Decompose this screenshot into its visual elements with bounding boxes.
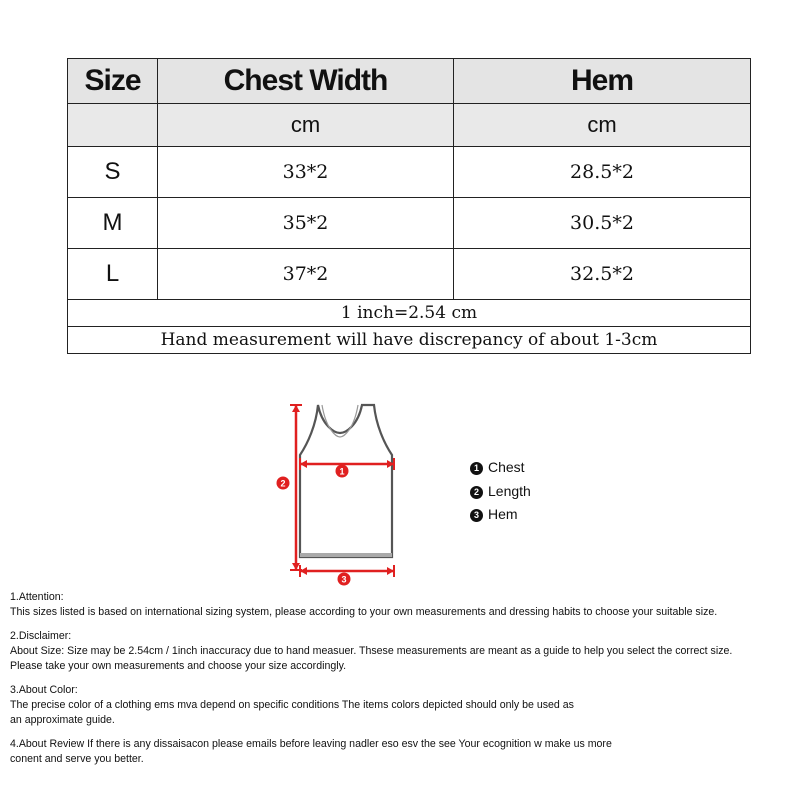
- size-label: L: [68, 249, 158, 300]
- note-attention: [10, 590, 798, 620]
- legend-label: Length: [488, 482, 531, 499]
- legend-item-hem: [470, 503, 531, 527]
- tank-top-icon: [270, 395, 410, 590]
- table-row: [68, 198, 751, 249]
- legend-label: Hem: [488, 506, 518, 522]
- size-label: M: [68, 198, 158, 249]
- header-size: Size: [68, 59, 158, 104]
- note-title: 3.About Color:: [10, 684, 78, 696]
- note-disclaimer: [10, 629, 798, 674]
- legend-num: 3: [470, 509, 483, 522]
- legend-item-length: [470, 480, 531, 504]
- length-measurement: [277, 405, 303, 570]
- header-hem: Hem: [454, 59, 751, 104]
- header-chest-width: Chest Width: [158, 59, 454, 104]
- hem-value: 30.5*2: [454, 198, 751, 249]
- unit-hem: cm: [454, 104, 751, 147]
- legend-item-chest: [470, 456, 531, 480]
- note-line: Please take your own measurements and choose your size accordingly.: [10, 660, 347, 672]
- size-label: S: [68, 147, 158, 198]
- tank-top-outline: [300, 405, 392, 557]
- discrepancy-row: [68, 327, 751, 354]
- note-about-review: [10, 737, 798, 767]
- hem-value: 32.5*2: [454, 249, 751, 300]
- note-title: 1.Attention:: [10, 591, 64, 603]
- note-line: The precise color of a clothing ems mva depend on specific conditions The items colors depicted should only be used as: [10, 699, 574, 711]
- conversion-row: [68, 300, 751, 327]
- table-row: [68, 147, 751, 198]
- note-line: This sizes listed is based on international sizing system, please according to your own measurements and dressing habits to choose your suitable size.: [10, 606, 718, 618]
- legend-label: Chest: [488, 459, 525, 475]
- chest-value: 33*2: [158, 147, 454, 198]
- note-line: 4.About Review If there is any dissaisacon please emails before leaving nadler eso esv the see Your ecognition w make us more: [10, 738, 612, 750]
- unit-chest: cm: [158, 104, 454, 147]
- discrepancy-note: Hand measurement will have discrepancy of about 1-3cm: [68, 327, 751, 354]
- table-header-row: [68, 59, 751, 104]
- table-row: [68, 249, 751, 300]
- note-about-color: [10, 683, 798, 728]
- note-line: About Size: Size may be 2.54cm / 1inch inaccuracy due to hand measuer. Thsese measurements are meant as a guide to help you select the correct size.: [10, 645, 733, 657]
- legend-num: 1: [470, 462, 483, 475]
- note-line: an approximate guide.: [10, 714, 115, 726]
- marker-1-label: 1: [339, 466, 345, 477]
- table-unit-row: [68, 104, 751, 147]
- measurement-legend: [470, 456, 531, 527]
- size-chart-table: [67, 58, 751, 354]
- hem-measurement: [300, 565, 394, 586]
- chest-value: 37*2: [158, 249, 454, 300]
- marker-3-label: 3: [341, 574, 347, 585]
- conversion-note: 1 inch=2.54 cm: [68, 300, 751, 327]
- note-title: 2.Disclaimer:: [10, 630, 72, 642]
- unit-size: [68, 104, 158, 147]
- marker-2-label: 2: [280, 478, 286, 489]
- note-line: conent and serve you better.: [10, 753, 144, 765]
- notes-section: [10, 590, 798, 776]
- chest-value: 35*2: [158, 198, 454, 249]
- legend-num: 2: [470, 486, 483, 499]
- hem-value: 28.5*2: [454, 147, 751, 198]
